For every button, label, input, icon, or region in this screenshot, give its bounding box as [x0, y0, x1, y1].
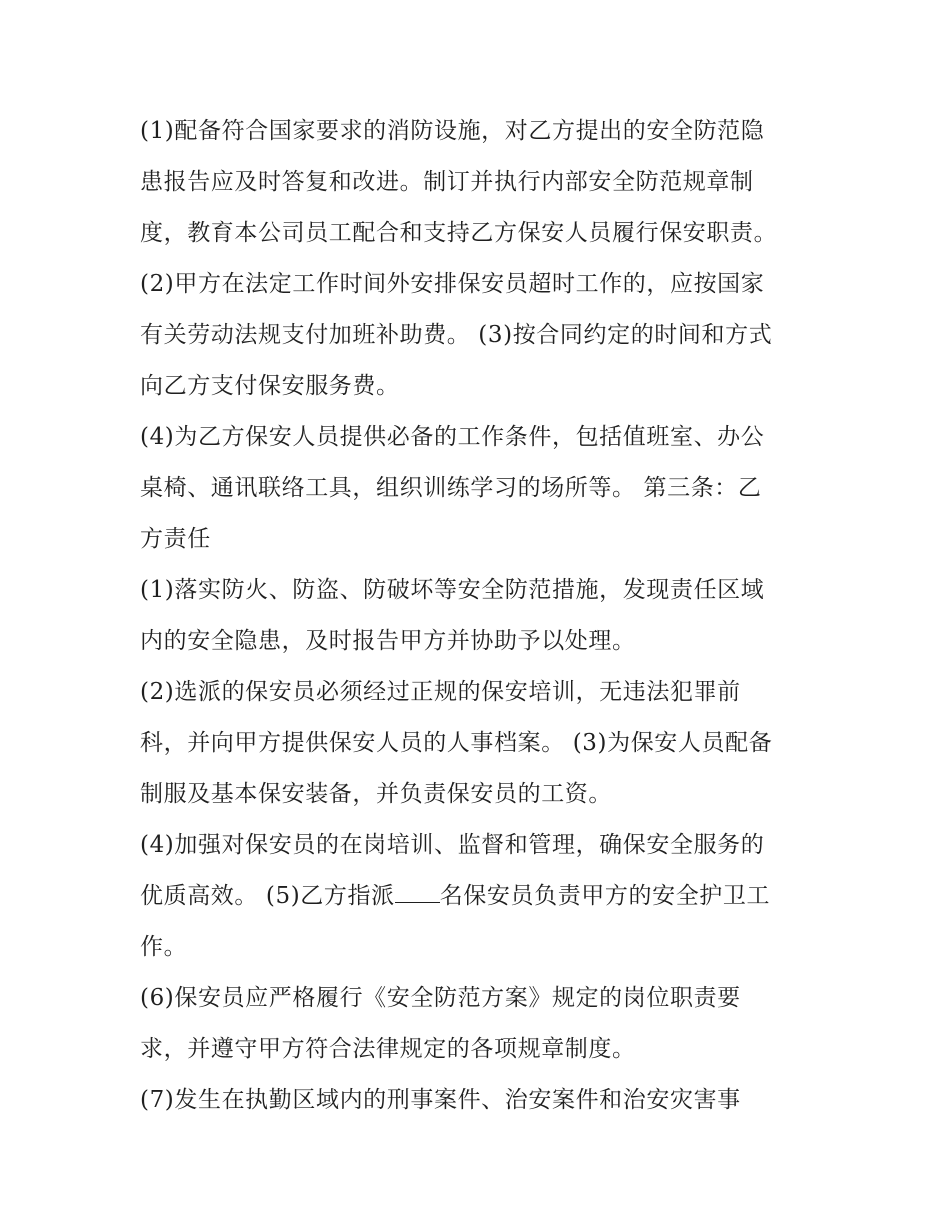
text-line: (2)选派的保安员必须经过正规的保安培训，无违法犯罪前 — [140, 679, 741, 705]
text-segment: 优质高效。 (5)乙方指派 — [140, 883, 395, 909]
text-line: 患报告应及时答复和改进。制订并执行内部安全防范规章制 — [140, 169, 754, 195]
text-line: (6)保安员应严格履行《安全防范方案》规定的岗位职责要 — [140, 985, 741, 1011]
text-line: (1)落实防火、防盗、防破坏等安全防范措施，发现责任区域 — [140, 577, 765, 603]
text-line: 方责任 — [140, 526, 211, 552]
text-line: 作。 — [140, 934, 188, 960]
text-line: 度，教育本公司员工配合和支持乙方保安人员履行保安职责。 — [140, 220, 778, 246]
text-line: 求，并遵守甲方符合法律规定的各项规章制度。 — [140, 1036, 636, 1062]
text-line: (7)发生在执勤区域内的刑事案件、治安案件和治安灾害事 — [140, 1087, 741, 1113]
text-line: 内的安全隐患，及时报告甲方并协助予以处理。 — [140, 628, 636, 654]
text-line: (4)加强对保安员的在岗培训、监督和管理，确保安全服务的 — [140, 832, 765, 858]
text-line: 科，并向甲方提供保安人员的人事档案。 (3)为保安人员配备 — [140, 730, 773, 756]
text-line-with-blank — [140, 871, 830, 922]
text-line: 有关劳动法规支付加班补助费。 (3)按合同约定的时间和方式 — [140, 322, 773, 348]
text-line: (4)为乙方保安人员提供必备的工作条件，包括值班室、办公 — [140, 424, 765, 450]
text-line: (1)配备符合国家要求的消防设施，对乙方提出的安全防范隐 — [140, 118, 765, 144]
text-line: 制服及基本保安装备，并负责保安员的工资。 — [140, 781, 612, 807]
text-line: 桌椅、通讯联络工具，组织训练学习的场所等。 第三条：乙 — [140, 475, 762, 501]
text-line: 向乙方支付保安服务费。 — [140, 373, 400, 399]
text-segment: 名保安员负责甲方的安全护卫工 — [439, 883, 771, 909]
fill-in-blank — [395, 882, 440, 903]
document-body — [140, 106, 830, 1126]
text-line: (2)甲方在法定工作时间外安排保安员超时工作的，应按国家 — [140, 271, 765, 297]
